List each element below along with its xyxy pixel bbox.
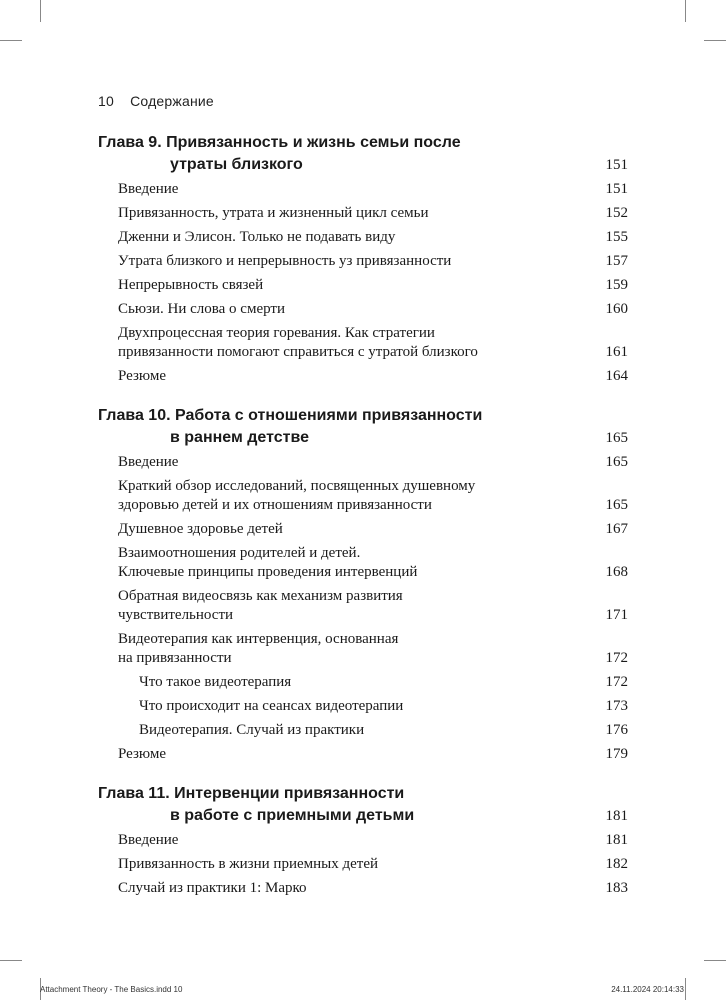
entry-title-line: Что такое видеотерапия (139, 674, 292, 690)
chapter-title-line2: утраты близкого (170, 156, 303, 173)
entry-page-number: 152 (605, 205, 628, 221)
entry-page-number: 182 (605, 856, 628, 872)
entry-page-number: 165 (605, 497, 628, 513)
entry-page-number: 171 (605, 607, 628, 623)
entry-title-line: Видеотерапия. Случай из практики (139, 722, 365, 738)
chapter-title-line2: в работе с приемными детьми (170, 807, 415, 824)
toc-entry[interactable] (118, 520, 628, 539)
entry-page-number: 155 (605, 229, 628, 245)
entry-title-line: Ключевые принципы проведения интервенций (118, 564, 418, 580)
entry-title-line: Двухпроцессная теория горевания. Как стратегии (118, 325, 435, 341)
toc-entry[interactable] (118, 831, 628, 850)
chapter-title-line1: Глава 9. Привязанность и жизнь семьи после (98, 134, 461, 151)
entry-page-number: 159 (605, 277, 628, 293)
entry-title-line: Резюме (118, 368, 167, 384)
page-number: 10 (98, 93, 114, 109)
running-head-title: Содержание (130, 93, 214, 109)
toc-entry[interactable] (118, 745, 628, 764)
entry-page-number: 165 (605, 454, 628, 470)
entry-title-line: Душевное здоровье детей (118, 521, 283, 537)
chapter-title-line2: в раннем детстве (170, 429, 309, 446)
entry-title-line: Привязанность в жизни приемных детей (118, 856, 379, 872)
crop-mark (704, 40, 726, 41)
toc-entry[interactable] (118, 228, 628, 247)
entry-title-line: Сьюзи. Ни слова о смерти (118, 301, 285, 317)
toc-entry[interactable] (118, 630, 628, 668)
entry-title-line: Утрата близкого и непрерывность уз привязанности (118, 253, 452, 269)
entry-title-line: чувствительности (118, 607, 234, 623)
toc-entry[interactable] (118, 367, 628, 386)
entry-page-number: 161 (605, 344, 628, 360)
toc-entry[interactable] (118, 879, 628, 898)
entry-title-line: Дженни и Элисон. Только не подавать виду (118, 229, 396, 245)
entry-page-number: 172 (605, 674, 628, 690)
entry-title-line: здоровью детей и их отношениям привязанности (118, 497, 432, 513)
toc-entry[interactable] (118, 300, 628, 319)
entry-title-line: Случай из практики 1: Марко (118, 880, 307, 896)
toc-entry[interactable] (118, 544, 628, 582)
chapter-title-line1: Глава 11. Интервенции привязанности (98, 785, 405, 802)
crop-mark (0, 960, 22, 961)
toc-entry[interactable] (118, 324, 628, 362)
toc-entry[interactable] (118, 204, 628, 223)
entry-page-number: 172 (605, 650, 628, 666)
entry-page-number: 181 (605, 832, 628, 848)
running-head (98, 93, 214, 109)
toc-entry[interactable] (118, 855, 628, 874)
entry-title-line: Непрерывность связей (118, 277, 264, 293)
toc-entry[interactable] (118, 477, 628, 515)
toc-entry[interactable] (118, 276, 628, 295)
chapter-page-number: 181 (605, 808, 628, 824)
entry-title-line: Видеотерапия как интервенция, основанная (118, 631, 399, 647)
footer-timestamp: 24.11.2024 20:14:33 (611, 985, 684, 994)
toc-entry[interactable] (118, 180, 628, 199)
crop-mark (685, 0, 686, 22)
toc-entry[interactable] (118, 453, 628, 472)
entry-title-line: привязанности помогают справиться с утратой близкого (118, 344, 478, 360)
entry-title-line: Обратная видеосвязь как механизм развития (118, 588, 403, 604)
entry-title-line: Введение (118, 181, 179, 197)
entry-title-line: Введение (118, 454, 179, 470)
entry-page-number: 151 (605, 181, 628, 197)
entry-title-line: Краткий обзор исследований, посвященных душевному (118, 478, 476, 494)
toc-subentry[interactable] (139, 697, 628, 716)
chapter-title-line1: Глава 10. Работа с отношениями привязанности (98, 407, 483, 424)
toc-entry[interactable] (118, 252, 628, 271)
entry-page-number: 176 (605, 722, 628, 738)
toc-subentry[interactable] (139, 673, 628, 692)
entry-page-number: 179 (605, 746, 628, 762)
crop-mark (685, 978, 686, 1000)
entry-title-line: Введение (118, 832, 179, 848)
entry-page-number: 160 (605, 301, 628, 317)
entry-title-line: Что происходит на сеансах видеотерапии (139, 698, 404, 714)
entry-title-line: Привязанность, утрата и жизненный цикл семьи (118, 205, 429, 221)
chapter-heading[interactable] (98, 405, 628, 449)
crop-mark (0, 40, 22, 41)
chapter-page-number: 151 (605, 157, 628, 173)
entry-page-number: 164 (605, 368, 628, 384)
toc-entry[interactable] (118, 587, 628, 625)
entry-title-line: Резюме (118, 746, 167, 762)
chapter-page-number: 165 (605, 430, 628, 446)
crop-mark (40, 0, 41, 22)
crop-mark (704, 960, 726, 961)
entry-page-number: 183 (605, 880, 628, 896)
entry-page-number: 168 (605, 564, 628, 580)
chapter-heading[interactable] (98, 132, 628, 176)
entry-title-line: Взаимоотношения родителей и детей. (118, 545, 361, 561)
toc-subentry[interactable] (139, 721, 628, 740)
entry-title-line: на привязанности (118, 650, 232, 666)
entry-page-number: 173 (605, 698, 628, 714)
entry-page-number: 167 (605, 521, 628, 537)
entry-page-number: 157 (605, 253, 628, 269)
chapter-heading[interactable] (98, 783, 628, 827)
footer-file-info: Attachment Theory - The Basics.indd 10 (40, 985, 183, 994)
